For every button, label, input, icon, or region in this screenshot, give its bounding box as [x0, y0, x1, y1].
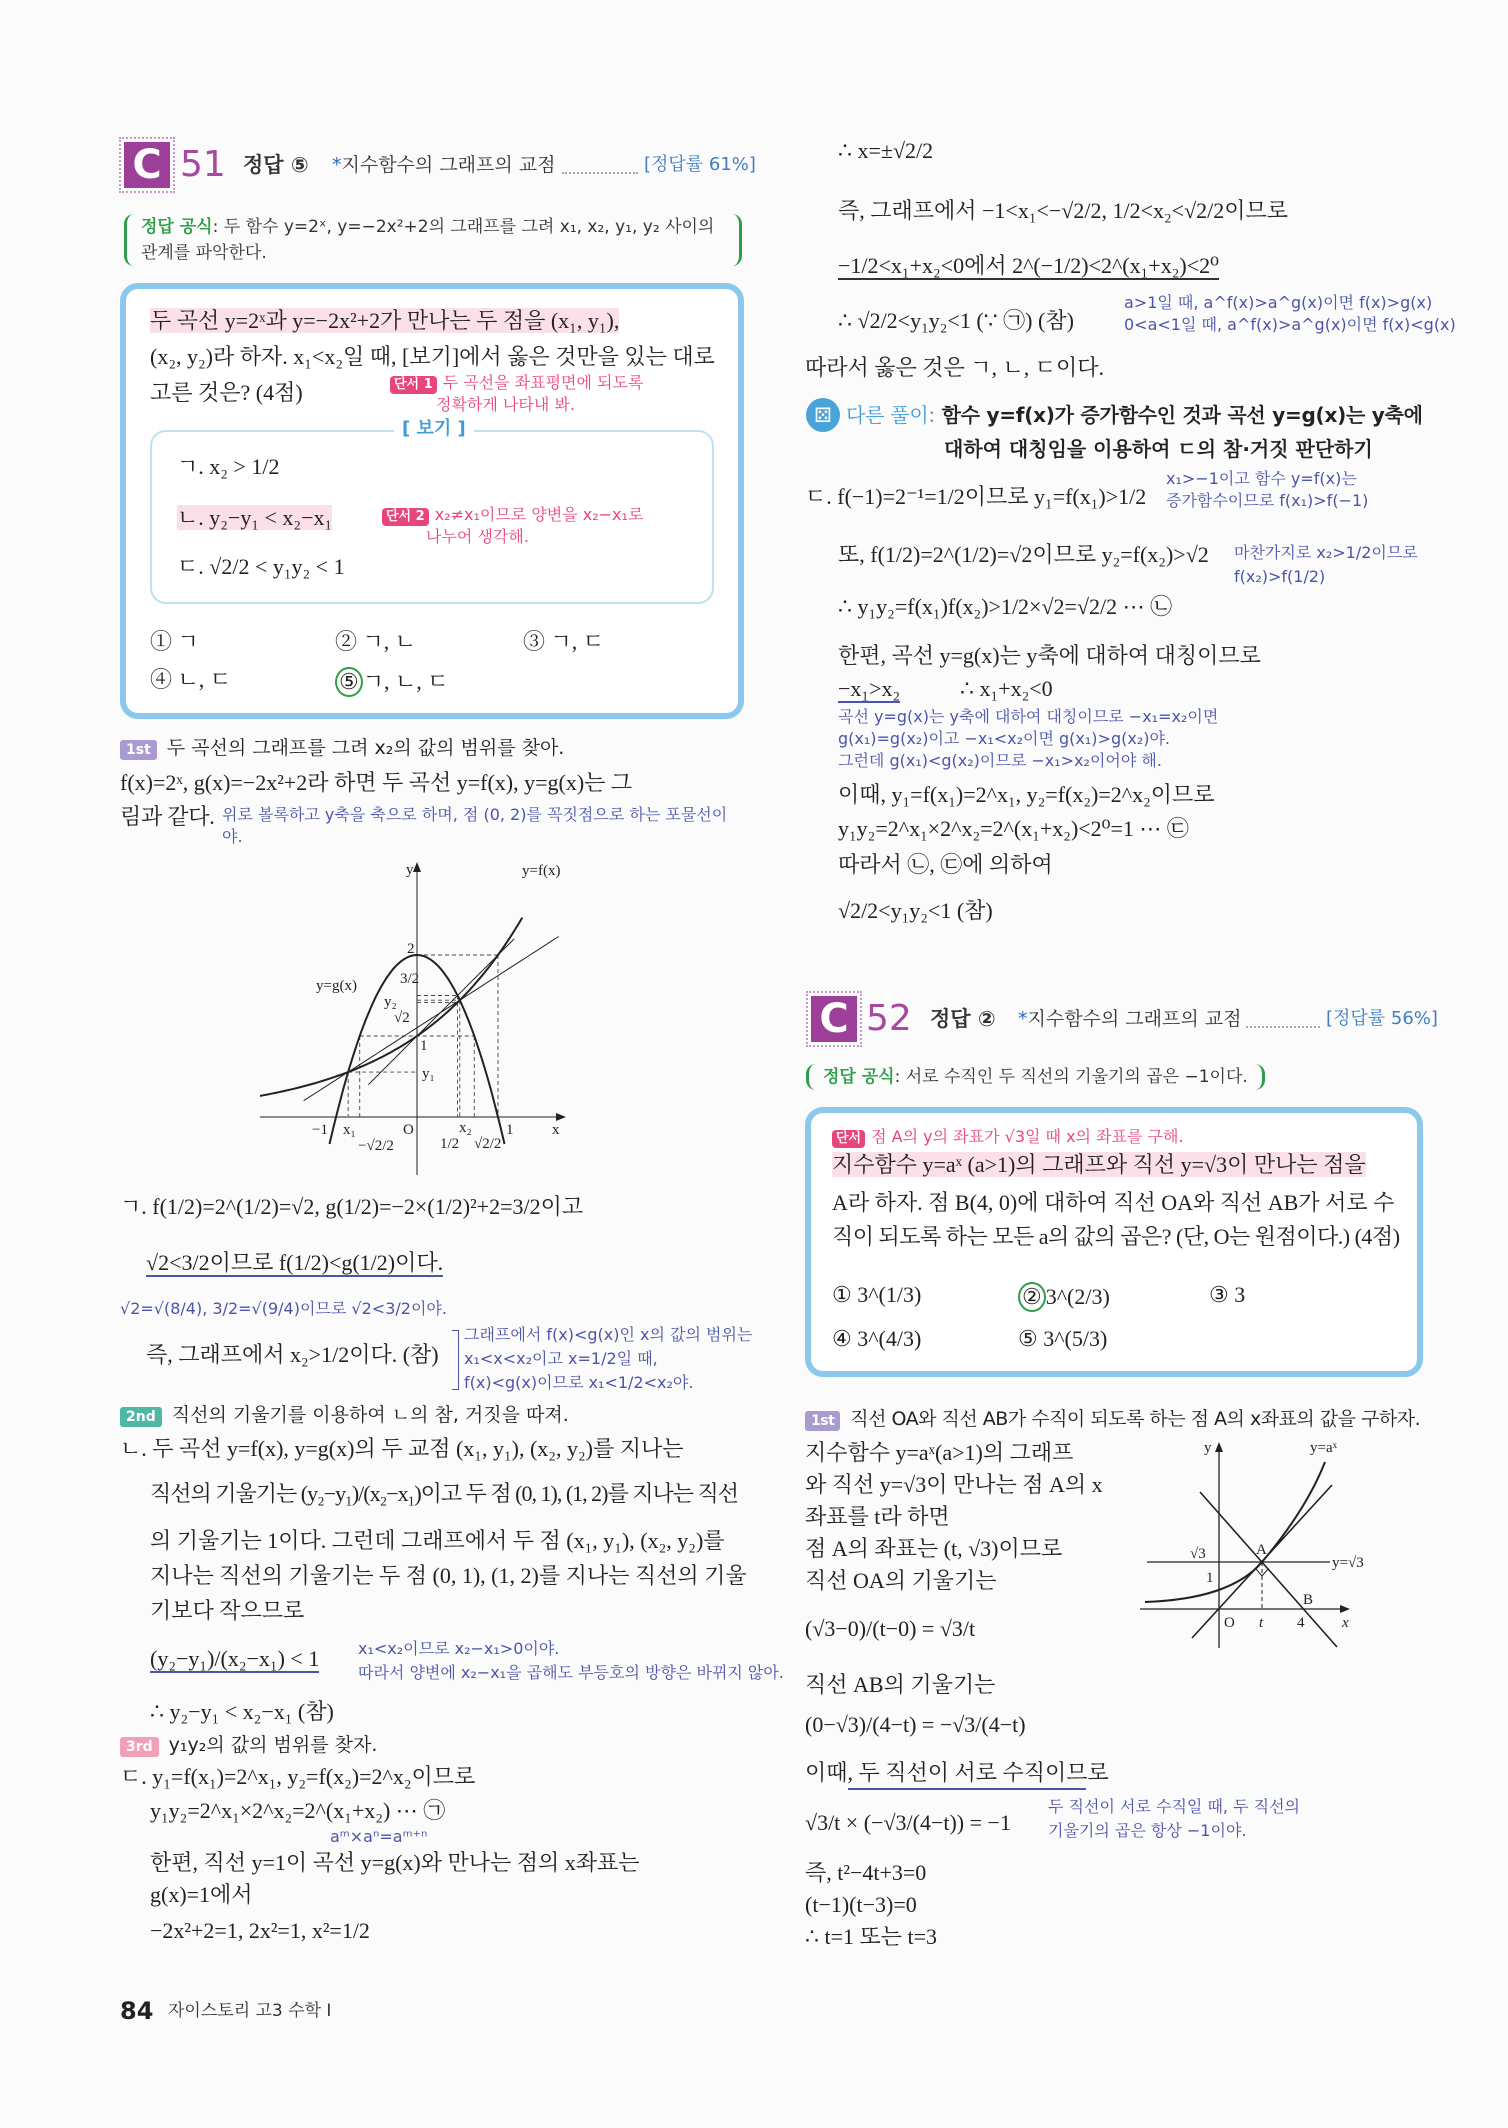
problem-line-2: (x₂, y₂)라 하자. x₁<x₂일 때, [보기]에서 옳은 것만을 있는 대로	[150, 344, 715, 369]
category-badge-52: C	[811, 996, 857, 1042]
question-number: 51	[180, 144, 226, 185]
q52-line-2: 와 직선 y=√3이 만나는 점 A의 x	[805, 1472, 1103, 1497]
d-note: aᵐ×aⁿ=aᵐ⁺ⁿ	[330, 1827, 428, 1846]
x-axis-label: x	[552, 1122, 560, 1138]
r-line-3: −1/2<x₁+x₂<0에서 2^(−1/2)<2^(x₁+x₂)<2⁰	[838, 253, 1219, 278]
tick-x-msqrt2-2: −√2/2	[358, 1138, 394, 1154]
formula-text-2: 관계를 파악한다.	[141, 243, 267, 263]
a-line-2: 또, f(1/2)=2^(1/2)=√2이므로 y₂=f(x₂)>√2	[838, 542, 1209, 567]
q52-line-6: (√3−0)/(t−0) = √3/t	[805, 1616, 976, 1641]
n-line-2: 직선의 기울기는 (y₂−y₁)/(x₂−x₁)이고 두 점 (0, 1), (1, 2)를 지나는 직선	[150, 1481, 739, 1506]
point-B-label: B	[1303, 1592, 1314, 1608]
choice-52-3[interactable]: ③ 3	[1209, 1282, 1246, 1307]
q52-line-9: 이때, 두 직선이 서로 수직이므로	[805, 1760, 1109, 1785]
a-line-9: √2/2<y₁y₂<1 (참)	[838, 898, 993, 923]
problem-line-3: 고른 것은? (4점)	[150, 380, 303, 405]
s1-line-1: f(x)=2ˣ, g(x)=−2x²+2라 하면 두 곡선 y=f(x), y=g(x)는 그	[120, 770, 633, 795]
alt-solution-heading: 다른 풀이: 함수 y=f(x)가 증가함수인 것과 곡선 y=g(x)는 y축에	[846, 403, 1423, 427]
topic-text: 지수함수의 그래프의 교점	[1027, 1008, 1242, 1030]
n-note-2: 따라서 양변에 x₂−x₁을 곱해도 부등호의 방향은 바뀌지 않아.	[358, 1663, 784, 1682]
correct-rate-52: [정답률 56%]	[1326, 1008, 1438, 1029]
a-line-3: ∴ y₁y₂=f(x₁)f(x₂)>1/2×√2=√2/2 ⋯ ㉡	[838, 594, 1173, 619]
choice-52-4[interactable]: ④ 3^(4/3)	[832, 1326, 922, 1351]
n-line-3: 의 기울기는 1이다. 그런데 그래프에서 두 점 (x₁, y₁), (x₂, y₂)를	[150, 1528, 725, 1553]
category-badge: C	[124, 142, 170, 188]
step-2-heading: 2nd 직선의 기울기를 이용하여 ㄴ의 참, 거짓을 따져.	[120, 1402, 569, 1428]
a-line-8: 따라서 ㉡, ㉢에 의하여	[838, 852, 1053, 877]
tick-x-m1: −1	[312, 1122, 328, 1138]
a-note-2a: 마찬가지로 x₂>1/2이므로	[1234, 543, 1418, 562]
tick-x-x2: x₂	[459, 1120, 472, 1136]
tick-y-1: 1	[420, 1038, 428, 1054]
tick-x-sqrt2-2: √2/2	[474, 1136, 502, 1152]
origin-label: O	[403, 1122, 414, 1138]
tick-4: 4	[1297, 1615, 1305, 1631]
problem-52-line-1: 지수함수 y=aˣ (a>1)의 그래프와 직선 y=√3이 만나는 점을	[832, 1152, 1366, 1177]
q52-line-1: 지수함수 y=aˣ(a>1)의 그래프	[805, 1440, 1074, 1465]
tick-y-y2: y₂	[384, 994, 397, 1010]
g-note: √2=√(8/4), 3/2=√(9/4)이므로 √2<3/2이야.	[120, 1299, 447, 1318]
choice-5[interactable]: ⑤ ㄱ, ㄴ, ㄷ	[335, 667, 449, 697]
choice-52-2[interactable]: ② 3^(2/3)	[1018, 1282, 1110, 1312]
g-side-note-2: x₁<x<x₂이고 x=1/2일 때,	[464, 1349, 658, 1368]
r-line-1: ∴ x=±√2/2	[838, 138, 934, 163]
bogi-title: [ 보기 ]	[394, 418, 474, 440]
g-side-note-1: 그래프에서 f(x)<g(x)인 x의 값의 범위는	[464, 1325, 753, 1344]
q52-line-4: 점 A의 좌표는 (t, √3)이므로	[805, 1536, 1063, 1561]
tick-x-x1: x₁	[343, 1122, 356, 1138]
x-axis-arrow	[556, 1113, 566, 1121]
n-line-5: 기보다 작으므로	[150, 1598, 305, 1623]
choice-52-5[interactable]: ⑤ 3^(5/3)	[1018, 1326, 1108, 1351]
d-line-1: ㄷ. y₁=f(x₁)=2^x₁, y₂=f(x₂)=2^x₂이므로	[120, 1764, 476, 1789]
bogi-item-c: ㄷ. √2/2 < y₁y₂ < 1	[177, 554, 345, 579]
d-line-3: 한편, 직선 y=1이 곡선 y=g(x)와 만나는 점의 x좌표는	[150, 1850, 640, 1875]
formula-label: 정답 공식	[141, 217, 213, 237]
g-line-1: ㄱ. f(1/2)=2^(1/2)=√2, g(1/2)=−2×(1/2)²+2=3/2이고	[120, 1194, 584, 1219]
answer-label: 정답 ⑤	[243, 153, 309, 177]
book-title: 자이스토리 고3 수학 I	[168, 2001, 332, 2021]
choice-2[interactable]: ② ㄱ, ㄴ	[335, 629, 417, 654]
point-A-label: A	[1256, 1542, 1267, 1558]
r-line-2: 즉, 그래프에서 −1<x₁<−√2/2, 1/2<x₂<√2/2이므로	[838, 198, 1289, 223]
selected-circle-mark: ⑤	[335, 667, 363, 697]
n-line-1: ㄴ. 두 곡선 y=f(x), y=g(x)의 두 교점 (x₁, y₁), (x₂, y₂)를 지나는	[120, 1436, 684, 1461]
a-note-3: 곡선 y=g(x)는 y축에 대하여 대칭이므로 −x₁=x₂이면	[838, 707, 1219, 726]
y-axis-label: y	[406, 862, 414, 878]
hint-52: 단서 점 A의 y의 좌표가 √3일 때 x의 좌표를 구해.	[832, 1126, 1184, 1148]
n-note-1: x₁<x₂이므로 x₂−x₁>0이야.	[358, 1639, 560, 1658]
hint-1-cont: 정확하게 나타내 봐.	[436, 395, 575, 414]
topic-text: 지수함수의 그래프의 교점	[341, 154, 556, 176]
alternative-solution-icon: ⚄	[806, 398, 840, 432]
origin-label: O	[1224, 1615, 1235, 1631]
answer-formula-52: 정답 공식: 서로 수직인 두 직선의 기울기의 곱은 −1이다.	[806, 1064, 1265, 1090]
n-line-4: 지나는 직선의 기울기는 두 점 (0, 1), (1, 2)를 지나는 직선의 기울	[150, 1563, 747, 1588]
g-curve-label: y=g(x)	[316, 978, 357, 994]
hint-2: 단서 2 x₂≠x₁이므로 양변을 x₂−x₁로	[382, 504, 643, 526]
correct-rate: [정답률 61%]	[644, 154, 756, 175]
tick-y-y1: y₁	[422, 1066, 435, 1082]
step-1-heading-52: 1st 직선 OA와 직선 AB가 수직이 되도록 하는 점 A의 x좌표의 값을 구하자.	[805, 1406, 1420, 1432]
f-curve-label: y=f(x)	[522, 863, 561, 879]
line-label: y=√3	[1332, 1555, 1364, 1571]
tick-sqrt3: √3	[1190, 1546, 1206, 1562]
q52-line-7: 직선 AB의 기울기는	[805, 1672, 996, 1697]
r-note-2: 0<a<1일 때, a^f(x)>a^g(x)이면 f(x)<g(x)	[1124, 315, 1456, 334]
a-note-5: 그런데 g(x₁)<g(x₂)이므로 −x₁>x₂이어야 해.	[838, 751, 1162, 770]
q52-line-8: (0−√3)/(4−t) = −√3/(4−t)	[805, 1712, 1026, 1737]
q52-note-2: 기울기의 곱은 항상 −1이야.	[1048, 1821, 1247, 1840]
leader-dots	[562, 172, 638, 174]
s1-line-2: 림과 같다.	[120, 804, 215, 829]
d-line-5: −2x²+2=1, 2x²=1, x²=1/2	[150, 1918, 370, 1943]
n-inequality: (y₂−y₁)/(x₂−x₁) < 1	[150, 1646, 320, 1671]
line-AB	[1200, 1492, 1337, 1647]
problem-52-line-2: A라 하자. 점 B(4, 0)에 대하여 직선 OA와 직선 AB가 서로 수	[832, 1190, 1395, 1215]
q52-line-11: 즉, t²−4t+3=0	[805, 1860, 927, 1885]
step-3-heading: 3rd y₁y₂의 값의 범위를 찾자.	[120, 1732, 377, 1758]
answer-label-52: 정답 ②	[930, 1007, 996, 1031]
star-icon: *	[332, 154, 342, 176]
page-number: 84	[120, 1997, 154, 2025]
tick-x-1: 1	[506, 1122, 514, 1138]
answer-formula	[124, 214, 742, 266]
a-line-5a: −x₁>x₂	[838, 676, 901, 701]
d-line-2: y₁y₂=2^x₁×2^x₂=2^(x₁+x₂) ⋯ ㉠	[150, 1798, 446, 1823]
choice-1[interactable]: ① ㄱ	[150, 629, 199, 654]
a-line-6: 이때, y₁=f(x₁)=2^x₁, y₂=f(x₂)=2^x₂이므로	[838, 782, 1215, 807]
q52-line-13: ∴ t=1 또는 t=3	[805, 1924, 938, 1949]
problem-line-1: 두 곡선 y=2ˣ과 y=−2x²+2가 만나는 두 점을 (x₁, y₁),	[150, 308, 620, 333]
a-note-1a: x₁>−1이고 함수 y=f(x)는	[1166, 469, 1357, 488]
a-line-7: y₁y₂=2^x₁×2^x₂=2^(x₁+x₂)<2⁰=1 ⋯ ㉢	[838, 816, 1189, 841]
star-icon: *	[1018, 1008, 1028, 1030]
x-axis-label: x	[1342, 1615, 1349, 1631]
r-conclusion: 따라서 옳은 것은 ㄱ, ㄴ, ㄷ이다.	[805, 355, 1105, 380]
y-axis-arrow	[1215, 1442, 1223, 1452]
graph-f-g	[260, 850, 600, 1180]
g-line-3: 즉, 그래프에서 x₂>1/2이다. (참)	[146, 1342, 439, 1367]
a-line-4: 한편, 곡선 y=g(x)는 y축에 대하여 대칭이므로	[838, 643, 1261, 668]
q52-line-5: 직선 OA의 기울기는	[805, 1568, 997, 1593]
choice-3[interactable]: ③ ㄱ, ㄷ	[523, 629, 605, 654]
tick-1: 1	[1206, 1570, 1214, 1586]
y-axis-label: y	[1204, 1440, 1212, 1456]
step-1-heading: 1st 두 곡선의 그래프를 그려 x₂의 값의 범위를 찾아.	[120, 735, 564, 761]
n-result: ∴ y₂−y₁ < x₂−x₁ (참)	[150, 1699, 334, 1724]
topic-title-52	[1018, 996, 1241, 1042]
formula-text: : 두 함수 y=2ˣ, y=−2x²+2의 그래프를 그려 x₁, x₂, y₁, y₂ 사이의	[212, 217, 715, 237]
alt-solution-heading-2: 대하여 대칭임을 이용하여 ㄷ의 참·거짓 판단하기	[944, 437, 1373, 461]
q52-line-12: (t−1)(t−3)=0	[805, 1892, 917, 1917]
g-line-2: √2<3/2이므로 f(1/2)<g(1/2)이다.	[146, 1250, 444, 1275]
r-line-4: ∴ √2/2<y₁y₂<1 (∵ ㉠) (참)	[838, 308, 1074, 333]
choice-52-1[interactable]: ① 3^(1/3)	[832, 1282, 922, 1307]
a-line-5b: ∴ x₁+x₂<0	[960, 676, 1053, 701]
a-note-2b: f(x₂)>f(1/2)	[1234, 567, 1326, 586]
a-line-1: ㄷ. f(−1)=2⁻¹=1/2이므로 y₁=f(x₁)>1/2	[805, 484, 1147, 509]
d-line-4: g(x)=1에서	[150, 1882, 253, 1907]
x-axis-arrow	[1340, 1605, 1350, 1613]
g-side-note-3: f(x)<g(x)이므로 x₁<1/2<x₂야.	[464, 1373, 694, 1392]
r-note-1: a>1일 때, a^f(x)>a^g(x)이면 f(x)>g(x)	[1124, 293, 1433, 312]
tick-y-2: 2	[407, 941, 415, 957]
curve-label: y=aˣ	[1310, 1440, 1337, 1456]
tick-t: t	[1259, 1615, 1264, 1631]
choice-4[interactable]: ④ ㄴ, ㄷ	[150, 667, 232, 692]
selected-circle-mark: ②	[1018, 1282, 1046, 1312]
problem-52-line-3: 직이 되도록 하는 모든 a의 값의 곱은? (단, O는 원점이다.) (4점)	[832, 1224, 1400, 1249]
leader-dots	[1246, 1026, 1320, 1028]
a-note-4: g(x₁)=g(x₂)이고 −x₁<x₂이면 g(x₁)>g(x₂)야.	[838, 729, 1171, 748]
tick-y-sqrt2: √2	[394, 1010, 410, 1026]
tick-x-1-2: 1/2	[440, 1136, 460, 1152]
underline	[848, 1788, 1086, 1790]
a-note-1b: 증가함수이므로 f(x₁)>f(−1)	[1166, 491, 1369, 510]
y-axis-arrow	[413, 862, 421, 872]
bogi-item-a: ㄱ. x₂ > 1/2	[177, 454, 280, 479]
graph-exponential-perpendicular	[1140, 1430, 1490, 1670]
q52-line-10: √3/t × (−√3/(4−t)) = −1	[805, 1810, 1011, 1835]
bogi-item-b: ㄴ. y₂−y₁ < x₂−x₁	[177, 505, 333, 530]
q52-line-3: 좌표를 t라 하면	[805, 1504, 950, 1529]
hint-1: 단서 1 두 곡선을 좌표평면에 되도록	[390, 372, 643, 394]
question-number-52: 52	[866, 998, 912, 1039]
connector-line	[452, 1330, 459, 1390]
topic-title	[332, 142, 555, 188]
q52-note-1: 두 직선이 서로 수직일 때, 두 직선의	[1048, 1797, 1300, 1816]
hint-2-cont: 나누어 생각해.	[426, 527, 529, 546]
s1-note: 위로 볼록하고 y축을 축으로 하며, 점 (0, 2)를 꼭짓점으로 하는 포물선이야.	[222, 805, 728, 846]
tick-y-3-2: 3/2	[400, 971, 420, 987]
